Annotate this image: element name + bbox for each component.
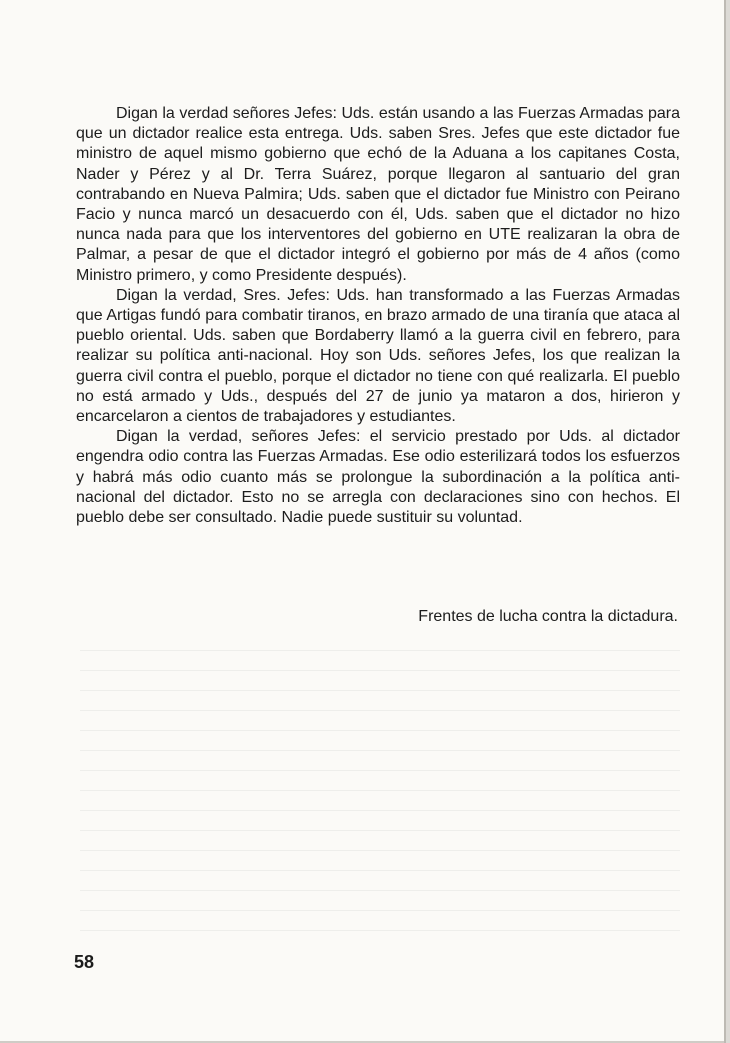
bleed-through-texture <box>80 650 680 950</box>
signature-line: Frentes de lucha contra la dictadura. <box>418 608 678 625</box>
page-number: 58 <box>74 952 95 972</box>
paragraph-1: Digan la verdad señores Jefes: Uds. están usando a las Fuerzas Armadas para que un dictador realice esta entrega. Uds. saben Sres. Jefes que este dictador fue ministro de aquel mismo gobierno que echó de la Aduana a los capitanes Costa, Nader y Pérez y al Dr. Terra Suárez, porque llegaron al santuario del gran contrabando en Nueva Palmira; Uds. saben que el dictador fue Ministro con Peirano Facio y nunca marcó un desacuerdo con él, Uds. saben que el dictador no hizo nunca nada para que los interventores del gobierno en UTE realizaran la obra de Palmar, a pesar de que el dictador integró el gobierno por más de 4 años (como Ministro primero, y como Presidente después). <box>76 105 680 284</box>
body-text <box>76 104 680 528</box>
paragraph-3: Digan la verdad, señores Jefes: el servicio prestado por Uds. al dictador engendra odio contra las Fuerzas Armadas. Ese odio esterilizará todos los esfuerzos y habrá más odio cuanto más se prolongue la subordinación a la política anti-nacional del dictador. Esto no se arregla con declaraciones sino con hechos. El pueblo debe ser consultado. Nadie puede sustituir su voluntad. <box>76 428 680 527</box>
paragraph-2: Digan la verdad, Sres. Jefes: Uds. han transformado a las Fuerzas Armadas que Artigas fundó para combatir tiranos, en brazo armado de una tiranía que ataca al pueblo oriental. Uds. saben que Bordaberry llamó a la guerra civil en febrero, para realizar su política anti-nacional. Hoy son Uds. señores Jefes, los que realizan la guerra civil contra el pueblo, porque el dictador no tiene con qué realizarla. El pueblo no está armado y Uds., después del 27 de junio ya mataron a dos, hirieron y encarcelaron a cientos de trabajadores y estudiantes. <box>76 286 680 426</box>
